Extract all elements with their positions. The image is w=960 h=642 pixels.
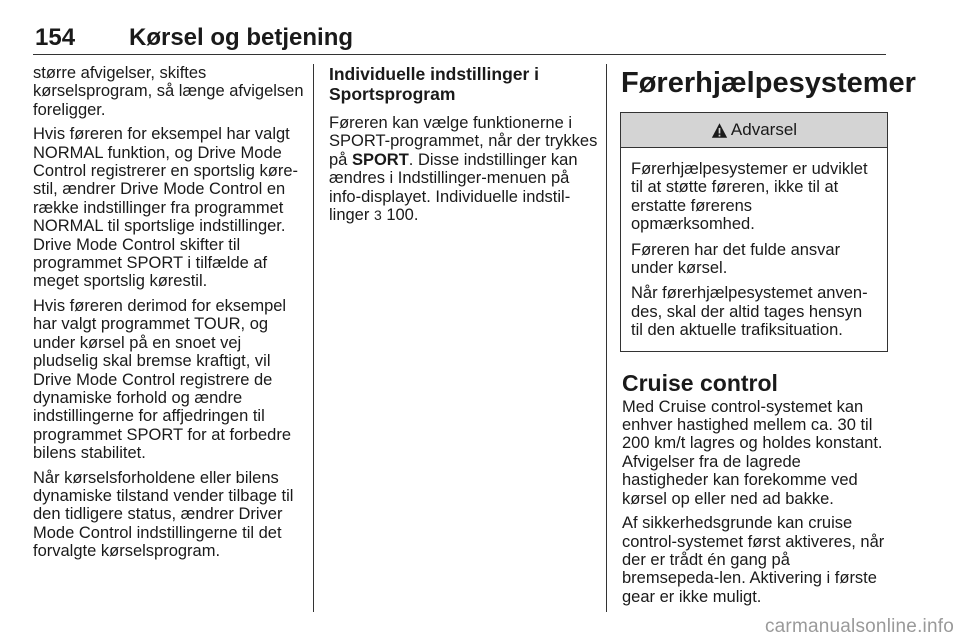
paragraph: Med Cruise control-systemet kan enhver hastighed mellem ca. 30 til 200 km/t lagres og holdes konstant. Afvigelser fra de lagrede hastigheder kan forekomme ved kørsel op eller ned ad bakke.: [622, 397, 883, 508]
column-divider-1: [313, 64, 314, 612]
text-segment: . Disse indstillinger kan ændres i Indstillinger-menuen på info-displayet. Individuelle indstil-linger: [329, 150, 578, 225]
section-heading-cruise-control: Cruise control: [622, 369, 778, 396]
column-left: [33, 64, 305, 567]
column-divider-2: [606, 64, 607, 612]
watermark: carmanualsonline.info: [764, 616, 954, 637]
warning-icon: [711, 122, 731, 139]
warning-paragraph: Førerhjælpesystemer er udviklet til at støtte føreren, ikke til at erstatte førerens opmærksomhed.: [631, 160, 868, 234]
paragraph: Af sikkerhedsgrunde kan cruise control-systemet først aktiveres, når der er trådt én gang på bremsepeda-len. Aktivering i første gear er ikke muligt.: [622, 514, 885, 606]
section-heading-sport: Individuelle indstillinger i Sportsprogram: [329, 64, 540, 104]
paragraph: Når kørselsforholdene eller bilens dynamiske tilstand vender tilbage til den tidligere status, ændrer Driver Mode Control indstillingerne til det forvalgte kørselsprogram.: [33, 468, 294, 561]
chapter-title: Kørsel og betjening: [129, 24, 354, 51]
page-ref-link[interactable]: 100.: [381, 206, 419, 225]
paragraph: Hvis føreren for eksempel har valgt NORMAL funktion, og Drive Mode Control registrerer en sportslig køre-stil, ændrer Drive Mode Control en række indstillinger fra programmet NORMAL til sportslige indstillinger. Drive Mode Control skifter til programmet SPORT i tilfælde af meget sportslig kørestil.: [33, 125, 298, 291]
warning-body: [621, 148, 887, 351]
paragraph: større afvigelser, skiftes kørselsprogram, så længe afvigelsen foreligger.: [33, 64, 304, 119]
page-ref-arrow-icon: 3: [373, 207, 382, 224]
warning-paragraph: Føreren har det fulde ansvar under kørsel.: [631, 240, 841, 278]
warning-paragraph: Når førerhjælpesystemet anven-des, skal der altid tages hensyn til den aktuelle trafiksituation.: [631, 284, 868, 340]
paragraph: [329, 114, 601, 224]
paragraph: Hvis føreren derimod for eksempel har valgt programmet TOUR, og under kørsel på en snoet vej pludselig skal bremse kraftigt, vil Drive Mode Control registrere de dynamiske forhold og ændre indstillingerne for affjedringen til programmet SPORT for at forbedre bilens stabilitet.: [33, 296, 291, 463]
text-segment: Føreren kan vælge funktionerne i SPORT-programmet, når der trykkes på: [329, 114, 598, 169]
warning-header: [621, 113, 887, 148]
column-right: [621, 64, 916, 612]
page-header: [33, 24, 886, 55]
section-heading-driver-assist: Førerhjælpesystemer: [621, 67, 916, 99]
column-middle: [329, 64, 601, 230]
sport-keyword: SPORT: [351, 150, 409, 169]
page-number: 154: [35, 24, 76, 51]
warning-box: [620, 112, 888, 352]
warning-title: Advarsel: [730, 119, 798, 139]
